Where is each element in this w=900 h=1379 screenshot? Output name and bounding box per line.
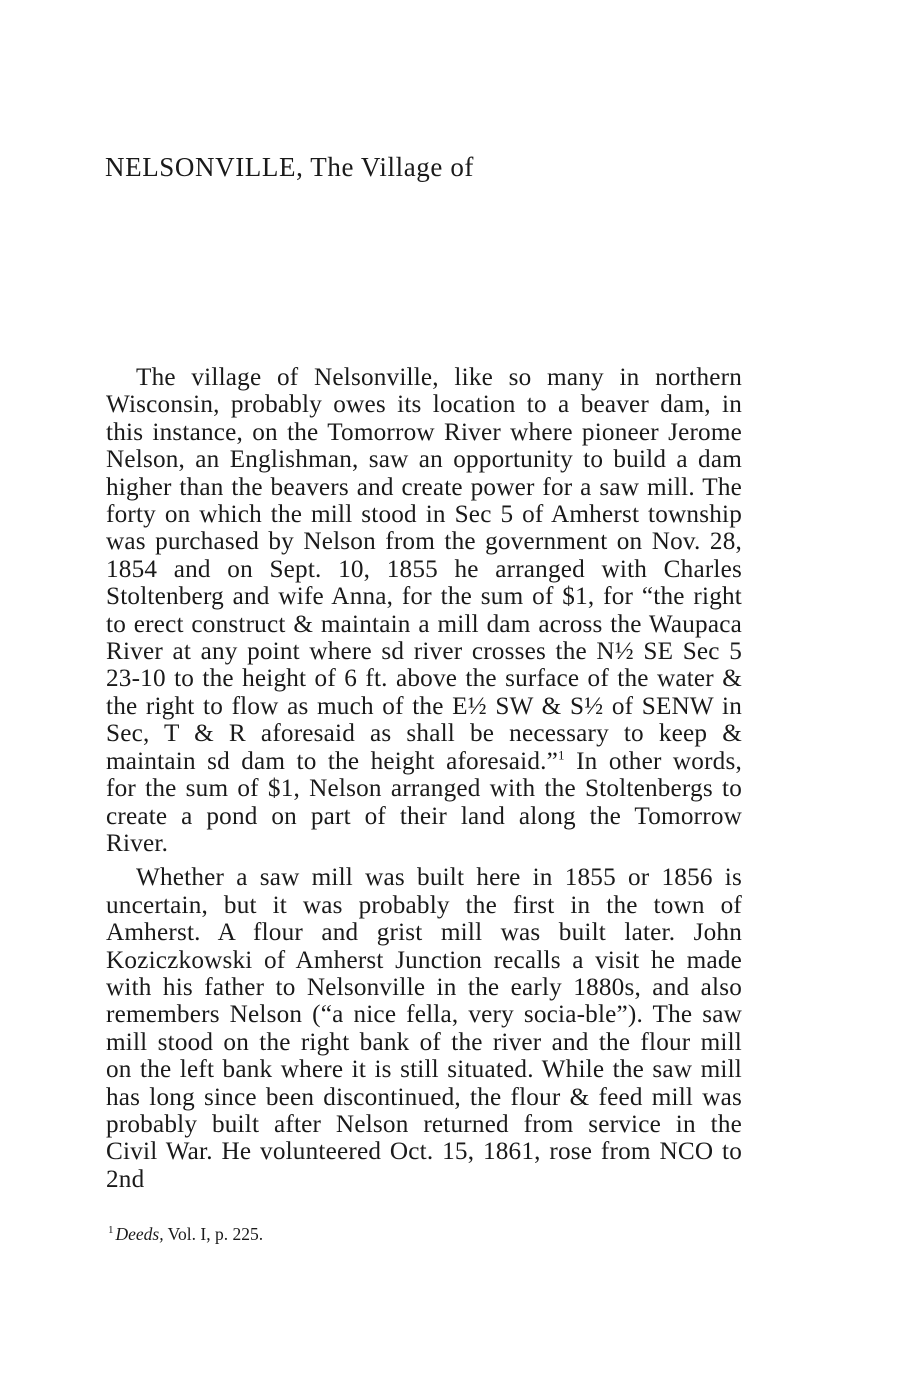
paragraph-2: Whether a saw mill was built here in 1855 or 1856 is uncertain, but it was probably the first in the town of Amherst. A flour and grist mill was built later. John Koziczkowski of Amherst Junction recalls a visit he made with his father to Nelsonville in the early 1880s, and also remembers Nelson (“a nice fella, very socia-ble”). The saw mill stood on the right bank of the river and the flour mill on the left bank where it is still situated. While the saw mill has long since been discontinued, the flour & feed mill was probably built after Nelson returned from service in the Civil War. He volunteered Oct. 15, 1861, rose from NCO to 2nd <box>106 864 742 1193</box>
footnote-citation: Vol. I, p. 225. <box>163 1224 264 1244</box>
footnote <box>108 1224 263 1245</box>
footnote-number: 1 <box>108 1224 114 1237</box>
paragraph-1-text-continued: In other words, for the sum of $1, Nelson arranged with the Stoltenbergs to create a pond on part of their land along the Tomorrow River. <box>106 747 742 857</box>
footnote-reference: 1 <box>558 747 565 763</box>
body-text <box>106 364 742 1193</box>
paragraph-1 <box>106 364 742 857</box>
page-title: NELSONVILLE, The Village of <box>105 152 475 182</box>
footnote-source: Deeds, <box>115 1224 164 1244</box>
paragraph-1-text: The village of Nelsonville, like so many in northern Wisconsin, probably owes its location to a beaver dam, in this instance, on the Tomorrow River where pioneer Jerome Nelson, an Englishman, saw an opportunity to build a dam higher than the beavers and create power for a saw mill. The forty on which the mill stood in Sec 5 of Amherst township was purchased by Nelson from the government on Nov. 28, 1854 and on Sept. 10, 1855 he arranged with Charles Stoltenberg and wife Anna, for the sum of $1, for “the right to erect construct & maintain a mill dam across the Waupaca River at any point where sd river crosses the N½ SE Sec 5 23-10 to the height of 6 ft. above the surface of the water & the right to flow as much of the E½ SW & S½ of SENW in Sec, T & R aforesaid as shall be necessary to keep & maintain sd dam to the height aforesaid.” <box>106 364 742 775</box>
